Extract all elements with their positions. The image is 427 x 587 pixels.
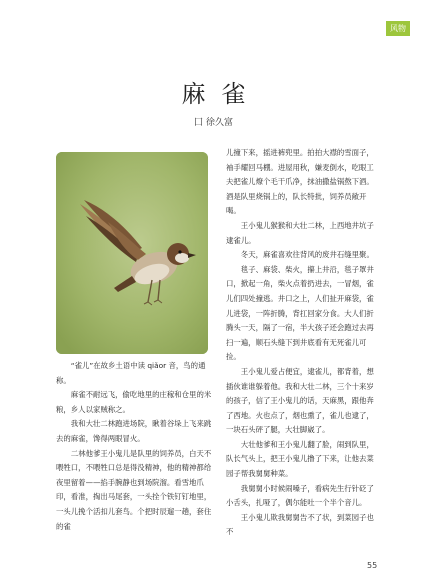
section-tag: 风物 [386,21,410,36]
paragraph: 冬天，麻雀喜欢往背风的废井石缝里聚。 [240,250,374,260]
page-number: 55 [367,561,378,570]
paragraph: 毯子、麻袋、柴火，攥上井沿，毯子罩井口，掀起一角，柴火点着扔进去，一冒烟，雀儿们四处撞逃。井口之上，人们扯开麻袋，雀儿进袋，一阵折腾，背扛回家分食。大人们折腾头一天，隔了一宿，半大孩子还会跑过去再扫一遍，顺石头缝下到井底看有无死雀儿可捡。 [226,264,374,362]
author-mark: 囗 [193,118,203,128]
byline [0,115,427,128]
paragraph: “雀儿”在故乡土语中读 qiǎor 音，鸟的通称。 [56,361,206,385]
paragraph: 麻雀不耐远飞，偷吃地里的庄稼和仓里的米粮，乡人以家贼称之。 [56,390,212,414]
paragraph: 王小鬼儿猴猴和大壮二林，上西地井坑子逮雀儿。 [226,220,374,245]
paragraph: 我舅舅小时候闹嗓子，看病先生行针砭了小舌头，扎哑了，偶尔能吐一个半个音儿。 [226,483,374,508]
article-column-right [226,146,376,540]
article-column-left [56,359,212,534]
author-name: 徐久富 [206,118,234,128]
sparrow-photo [56,152,208,354]
article-title: 麻雀 [181,80,262,108]
sparrow-illustration [56,152,208,354]
paragraph: 二林他爹王小鬼儿是队里的饲养员，白天不喂牲口，不喂牲口总是得没精神，他的精神都给夜里留着——掐手腕静也到场院溜。看雪地爪印，看准，掏出马尾套，一头拴个铁钉钉地里，一头儿挽个活扣儿套鸟。个把时辰遛一趟，套住的雀 [56,448,212,531]
paragraph: 王小鬼儿爱占便宜，逮雀儿，都背着，想插伙谁谁躲着他。我和大壮二林，三个十来岁的孩子，信了王小鬼儿的话，天麻黑，跟他奔了西地。火也点了，烟也熏了，雀儿也逮了，一块石头砰了腿，大壮脚崴了。 [226,366,374,435]
paragraph: 儿撞下来，摇进裤兜里。拍拍大襟的雪面子，袖手耀回马棚。进屋用秋，嫌麦倒水，吃眼工夫把雀儿燎个毛干爪净，抹油撒盐锅熬下酒。酒是队里烧锅上的，队长特批，饲养员敞开喝。 [226,148,374,216]
paragraph: 王小鬼儿欺我舅舅告不了状，到菜园子也不 [226,512,374,537]
paragraph: 大壮他爹和王小鬼儿翻了脸，闹到队里，队长气头上，把王小鬼儿撸了下来，让他去菜园子帮我舅舅种菜。 [226,439,374,479]
paragraph: 我和大壮二林跑进场院，瞅着谷垛上飞来跳去的麻雀，馋得两眼冒火。 [56,419,212,443]
